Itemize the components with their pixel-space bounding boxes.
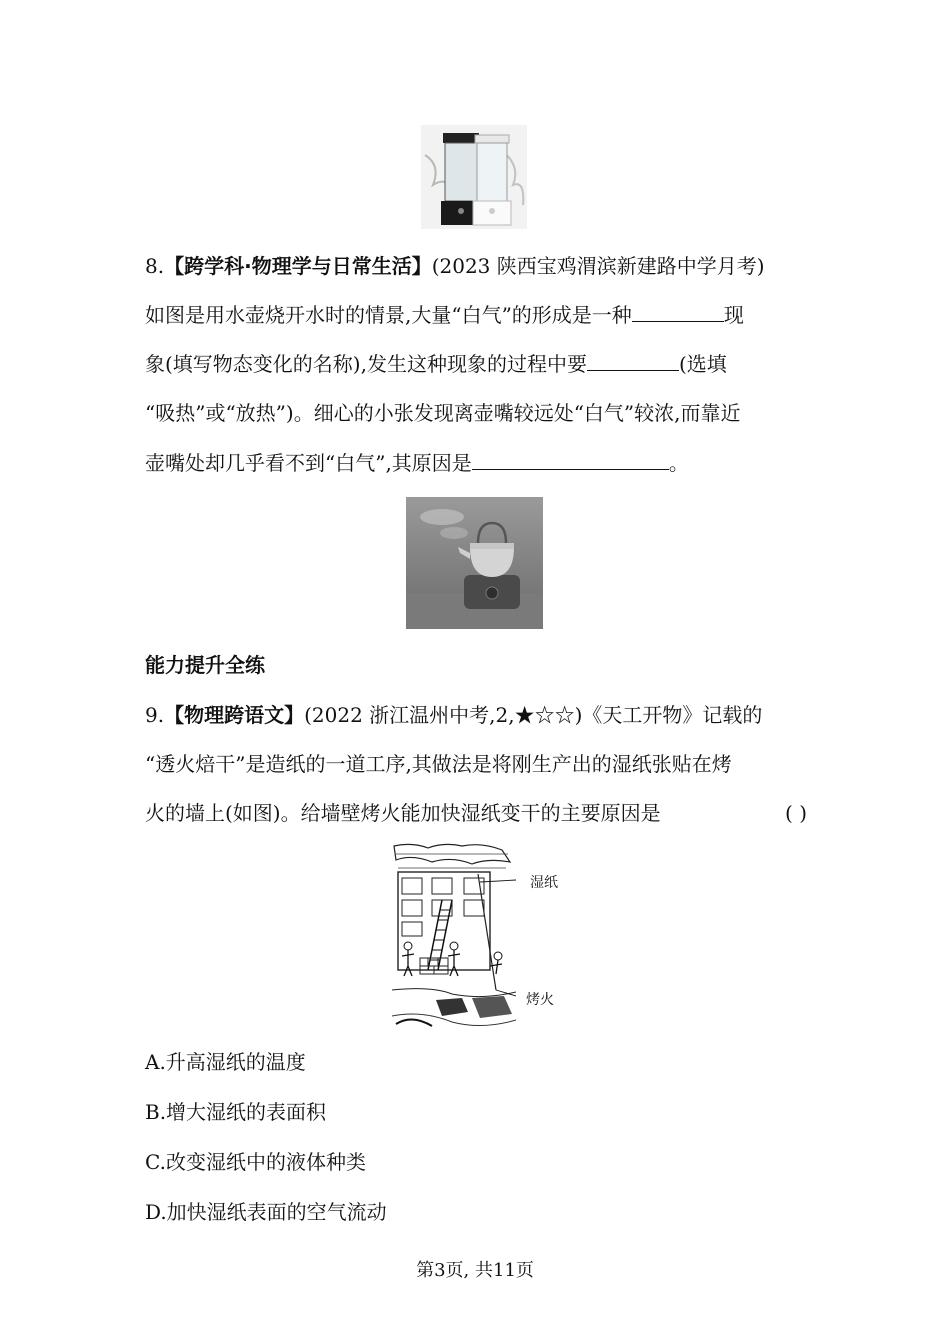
q8-line-4 (145, 399, 741, 427)
q9-answer-bracket[interactable]: ( ) (785, 801, 807, 825)
water-bottles-image (421, 125, 527, 229)
q8-line-2-text: 如图是用水壶烧开水时的情景,大量“白气”的形成是一种 (145, 303, 632, 327)
kettle-image (406, 497, 543, 629)
q8-line-3-text: 象(填写物态变化的名称),发生这种现象的过程中要 (145, 352, 587, 376)
q8-line-5-text: 壶嘴处却几乎看不到“白气”,其原因是 (145, 451, 472, 475)
q8-line-5 (145, 449, 689, 477)
q9-source: (2022 浙江温州中考,2,★☆☆)《天工开物》记载的 (304, 703, 763, 727)
q9-line-2-text: “透火焙干”是造纸的一道工序,其做法是将刚生产出的湿纸张贴在烤 (145, 752, 732, 776)
q8-blank-3[interactable] (472, 449, 669, 470)
q8-line-4-text: “吸热”或“放热”)。细心的小张发现离壶嘴较远处“白气”较浓,而靠近 (145, 401, 741, 425)
q9-line-1 (145, 701, 762, 729)
papermaking-woodcut-image (392, 840, 516, 1031)
q8-blank-2[interactable] (587, 350, 679, 371)
q9-option-a[interactable]: A.升高湿纸的温度 (145, 1050, 306, 1074)
q8-source: (2023 陕西宝鸡渭滨新建路中学月考) (431, 254, 765, 278)
q9-tag: 【物理跨语文】 (164, 703, 305, 727)
q9-line-2 (145, 750, 732, 778)
q9-option-d[interactable]: D.加快湿纸表面的空气流动 (145, 1200, 387, 1224)
q9-number: 9. (145, 703, 165, 727)
q8-blank-1[interactable] (632, 301, 724, 322)
q8-line-3-end: (选填 (678, 352, 727, 376)
q8-line-5-end: 。 (668, 451, 689, 475)
q9-line-3-text: 火的墙上(如图)。给墙壁烤火能加快湿纸变干的主要原因是 (145, 801, 661, 825)
q8-tag: 【跨学科·物理学与日常生活】 (164, 254, 432, 278)
q8-number: 8. (145, 254, 165, 278)
q8-line-2 (145, 301, 744, 329)
section-title: 能力提升全练 (145, 653, 265, 677)
figure-label-fire: 烤火 (526, 992, 554, 1008)
page-footer: 第3页, 共11页 (416, 1260, 534, 1281)
q8-line-1 (145, 252, 765, 280)
q9-option-b[interactable]: B.增大湿纸的表面积 (145, 1100, 327, 1124)
figure-label-wet-paper: 湿纸 (530, 875, 558, 891)
q8-line-2-end: 现 (723, 303, 744, 327)
q9-line-3 (145, 799, 807, 827)
q9-option-c[interactable]: C.改变湿纸中的液体种类 (145, 1150, 366, 1174)
q8-line-3 (145, 350, 727, 378)
